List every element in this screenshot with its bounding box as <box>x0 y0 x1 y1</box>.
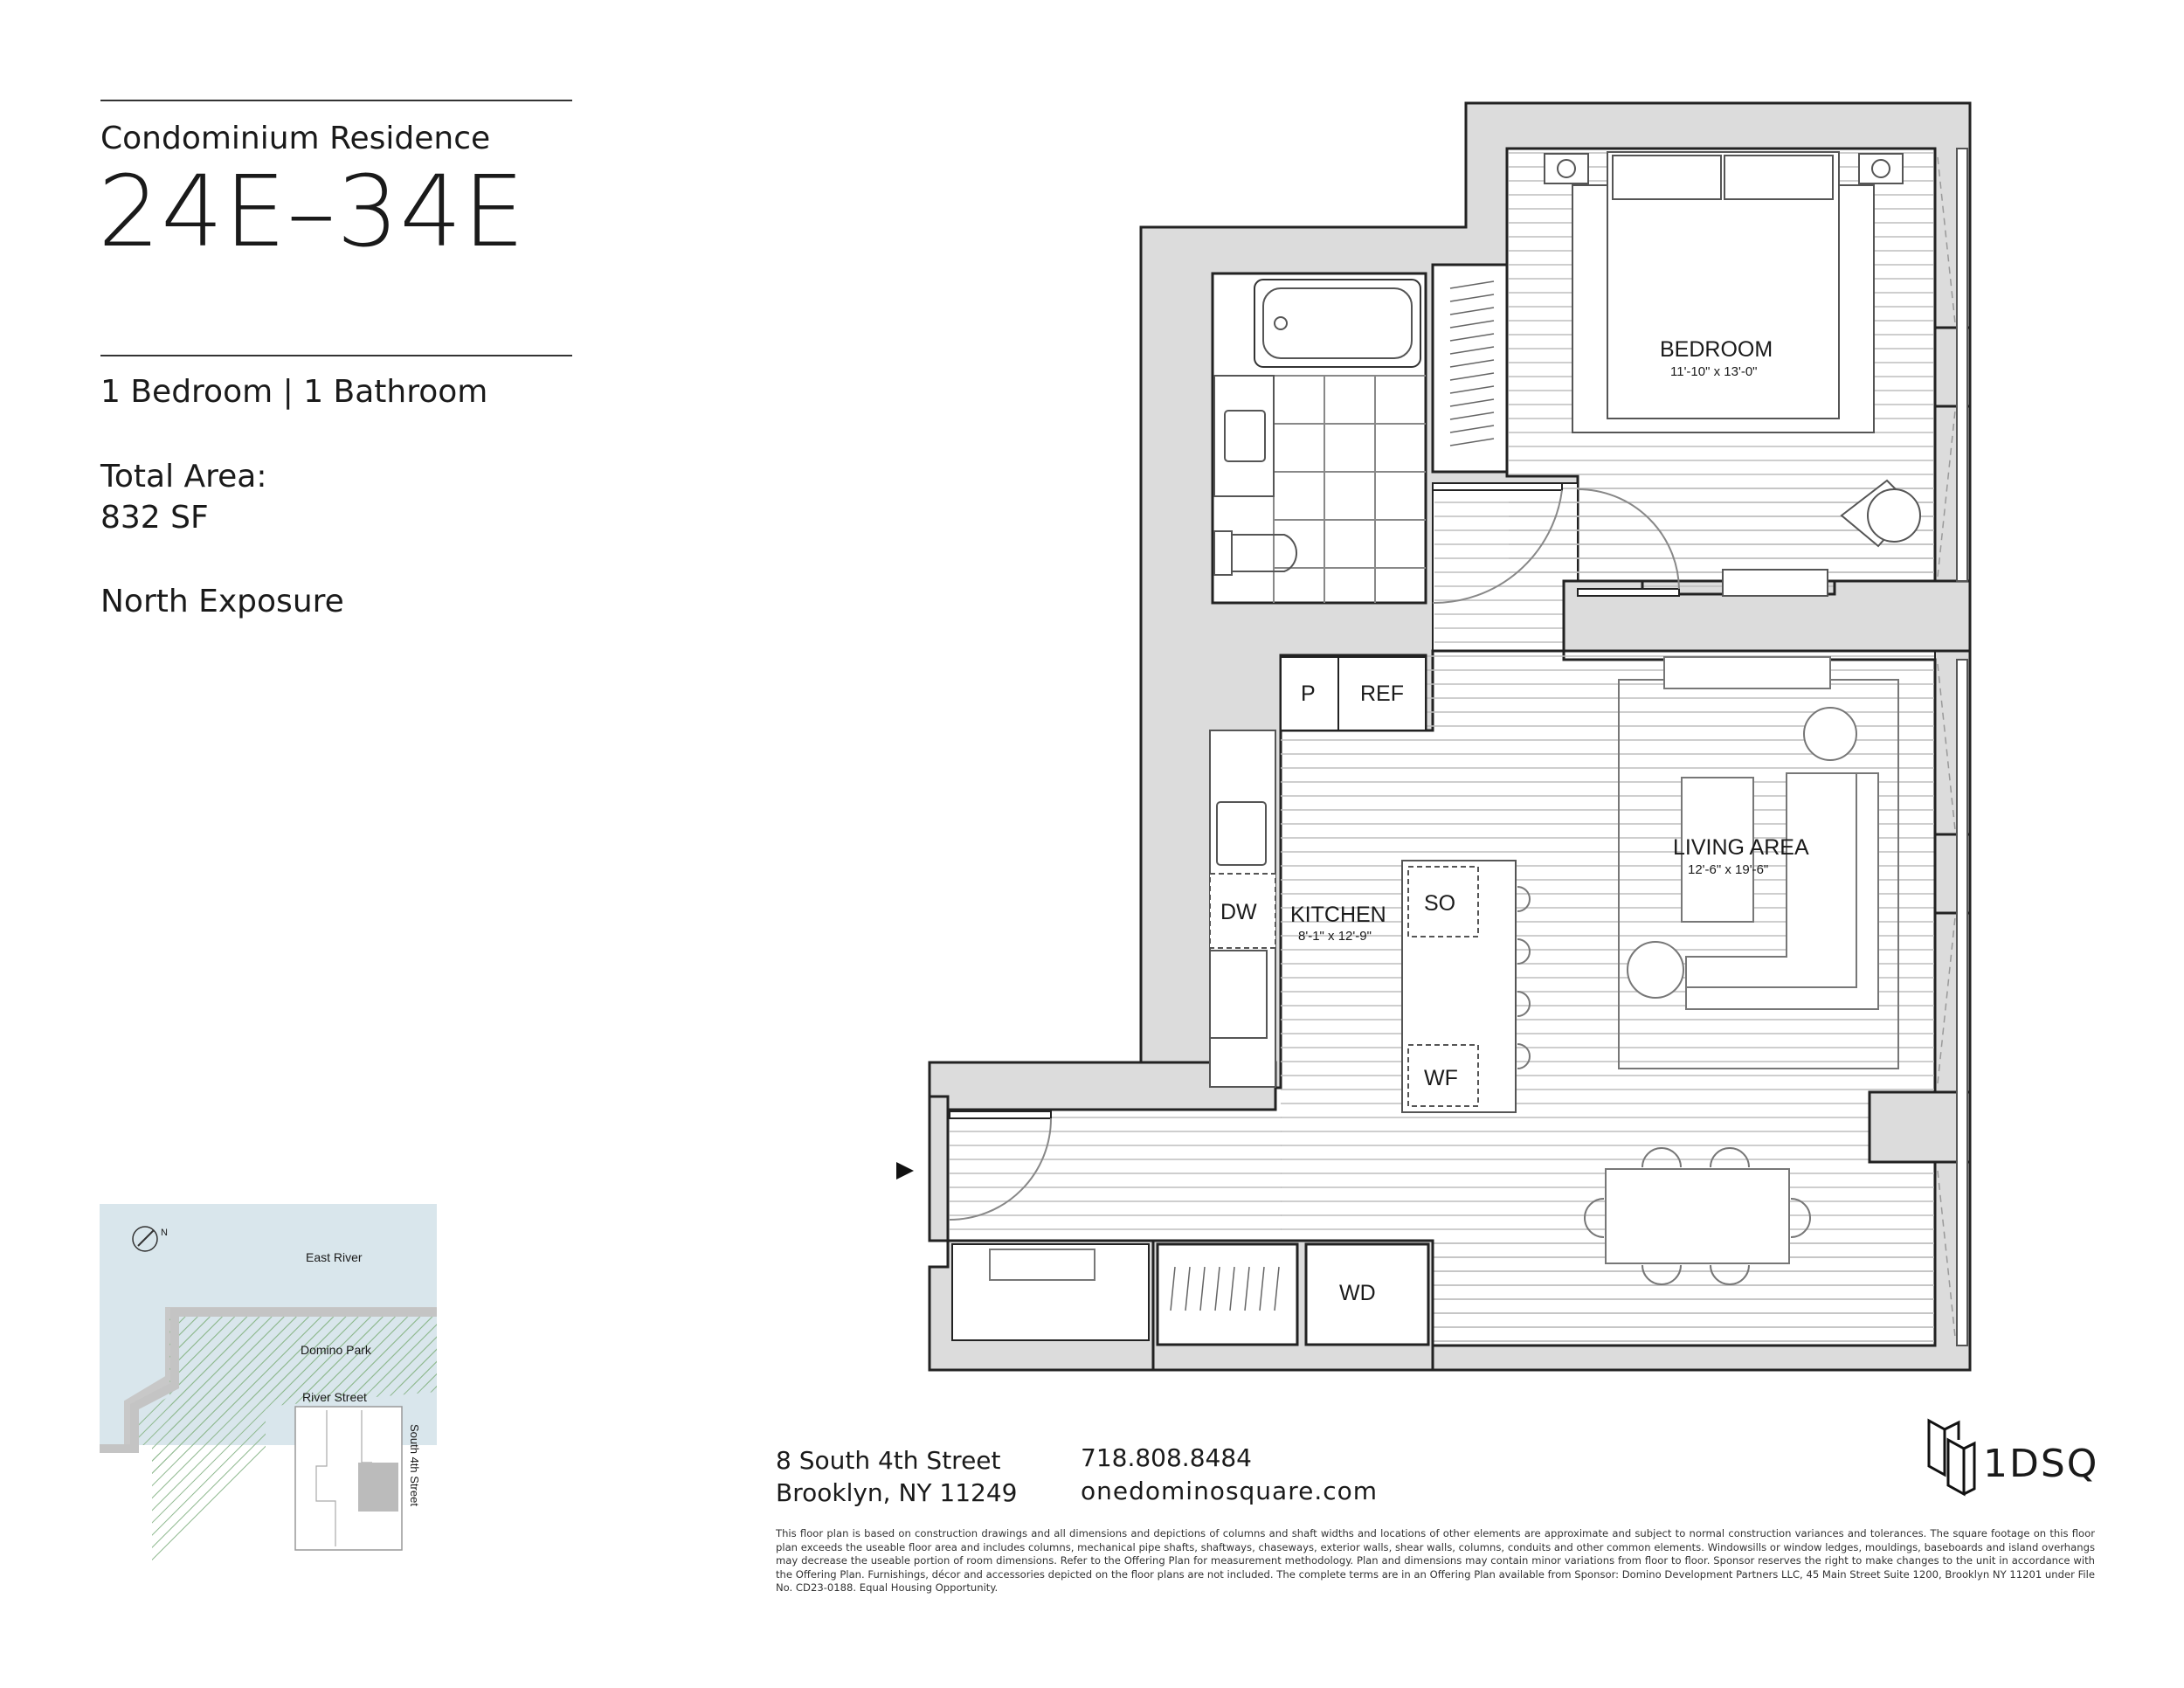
cooktop-cabinet <box>1210 951 1267 1038</box>
kitchen-label: KITCHEN <box>1290 903 1386 927</box>
bath-door-leaf <box>1433 483 1562 490</box>
entry-bench <box>990 1249 1095 1280</box>
address-line2: Brooklyn, NY 11249 <box>776 1478 1018 1507</box>
accent-chair <box>1804 708 1856 760</box>
kitchen-sink <box>1217 802 1266 865</box>
bedroom-label: BEDROOM <box>1660 337 1773 362</box>
closet-bedroom-floor <box>1433 265 1507 472</box>
dishwasher-label: DW <box>1220 900 1257 924</box>
dining-set <box>1585 1148 1810 1284</box>
kitchen-dims: 8'-1" x 12'-9" <box>1298 929 1372 944</box>
phone-number[interactable]: 718.808.8484 <box>1081 1443 1252 1472</box>
pillow-left <box>1613 156 1721 199</box>
window-living <box>1957 660 1967 1346</box>
legal-disclaimer: This floor plan is based on construction drawings and all dimensions and depictions of columns and shaft widths and locations of other elements are approximate and subject to normal construction variances and tolerances. The square footage on this floor plan exceeds the useable floor area and includes columns, mechanical pipe shafts, shaftways, chaseways, exterior walls, shear walls, columns, conduits and other common elements. Windowsills or window ledges, mouldings, baseboards and island overhangs may decrease the useable portion of room dimensions. Refer to the Offering Plan for measurement methodology. Plan and dimensions may contain minor variations from floor to floor. Sponsor reserves the right to make changes to the unit in accordance with the Offering Plan. Furnishings, décor and accessories depicted on the floor plans are not included. The complete terms are in an Offering Plan available from Sponsor: Domino Development Partners LLC, 45 Main Street Suite 1200, Brooklyn NY 11201 under File No. CD23-0188. Equal Housing Opportunity. <box>776 1527 2095 1594</box>
brand-logo-icon <box>1924 1414 1980 1501</box>
window-bedroom <box>1957 149 1967 581</box>
side-table <box>1628 942 1683 998</box>
column-east-3 <box>1870 1092 1970 1162</box>
website-link[interactable]: onedominosquare.com <box>1081 1477 1379 1505</box>
address-line1: 8 South 4th Street <box>776 1446 1001 1475</box>
exposure-label: North Exposure <box>100 584 344 619</box>
entry-door-leaf <box>950 1111 1051 1118</box>
pillow-right <box>1724 156 1833 199</box>
dresser <box>1723 570 1828 596</box>
lamp-right-icon <box>1872 160 1890 177</box>
pantry-label: P <box>1301 681 1316 706</box>
total-area-value: 832 SF <box>100 500 209 536</box>
east-river-label: East River <box>306 1250 363 1264</box>
stove-oven-label: SO <box>1424 891 1456 916</box>
dining-table <box>1606 1169 1789 1263</box>
living-area-dims: 12'-6" x 19'-6" <box>1688 862 1769 877</box>
brand-name: 1DSQ <box>1983 1442 2099 1486</box>
total-area-label: Total Area: <box>100 459 267 495</box>
south-4th-street-label: South 4th Street <box>408 1424 421 1506</box>
bedroom-door-leaf <box>1578 589 1679 596</box>
wine-fridge-label: WF <box>1424 1066 1458 1090</box>
bathtub <box>1254 280 1420 367</box>
bedroom-dims: 11'-10" x 13'-0" <box>1670 364 1758 379</box>
domino-park-label: Domino Park <box>301 1343 371 1357</box>
window-wall <box>1957 149 1967 1346</box>
compass-north-label: N <box>161 1228 168 1238</box>
refrigerator-label: REF <box>1360 681 1404 706</box>
desk-chair-seat <box>1868 489 1920 542</box>
living-area-label: LIVING AREA <box>1673 835 1809 860</box>
unit-type-label: Condominium Residence <box>100 121 491 156</box>
media-console <box>1664 657 1830 688</box>
entry-arrow-icon <box>896 1162 914 1180</box>
lamp-left-icon <box>1558 160 1575 177</box>
washer-dryer-label: WD <box>1339 1281 1376 1305</box>
river-street-label: River Street <box>302 1390 367 1404</box>
bed-bath-count: 1 Bedroom | 1 Bathroom <box>100 374 488 410</box>
unit-title: 24E–34E <box>98 156 526 269</box>
